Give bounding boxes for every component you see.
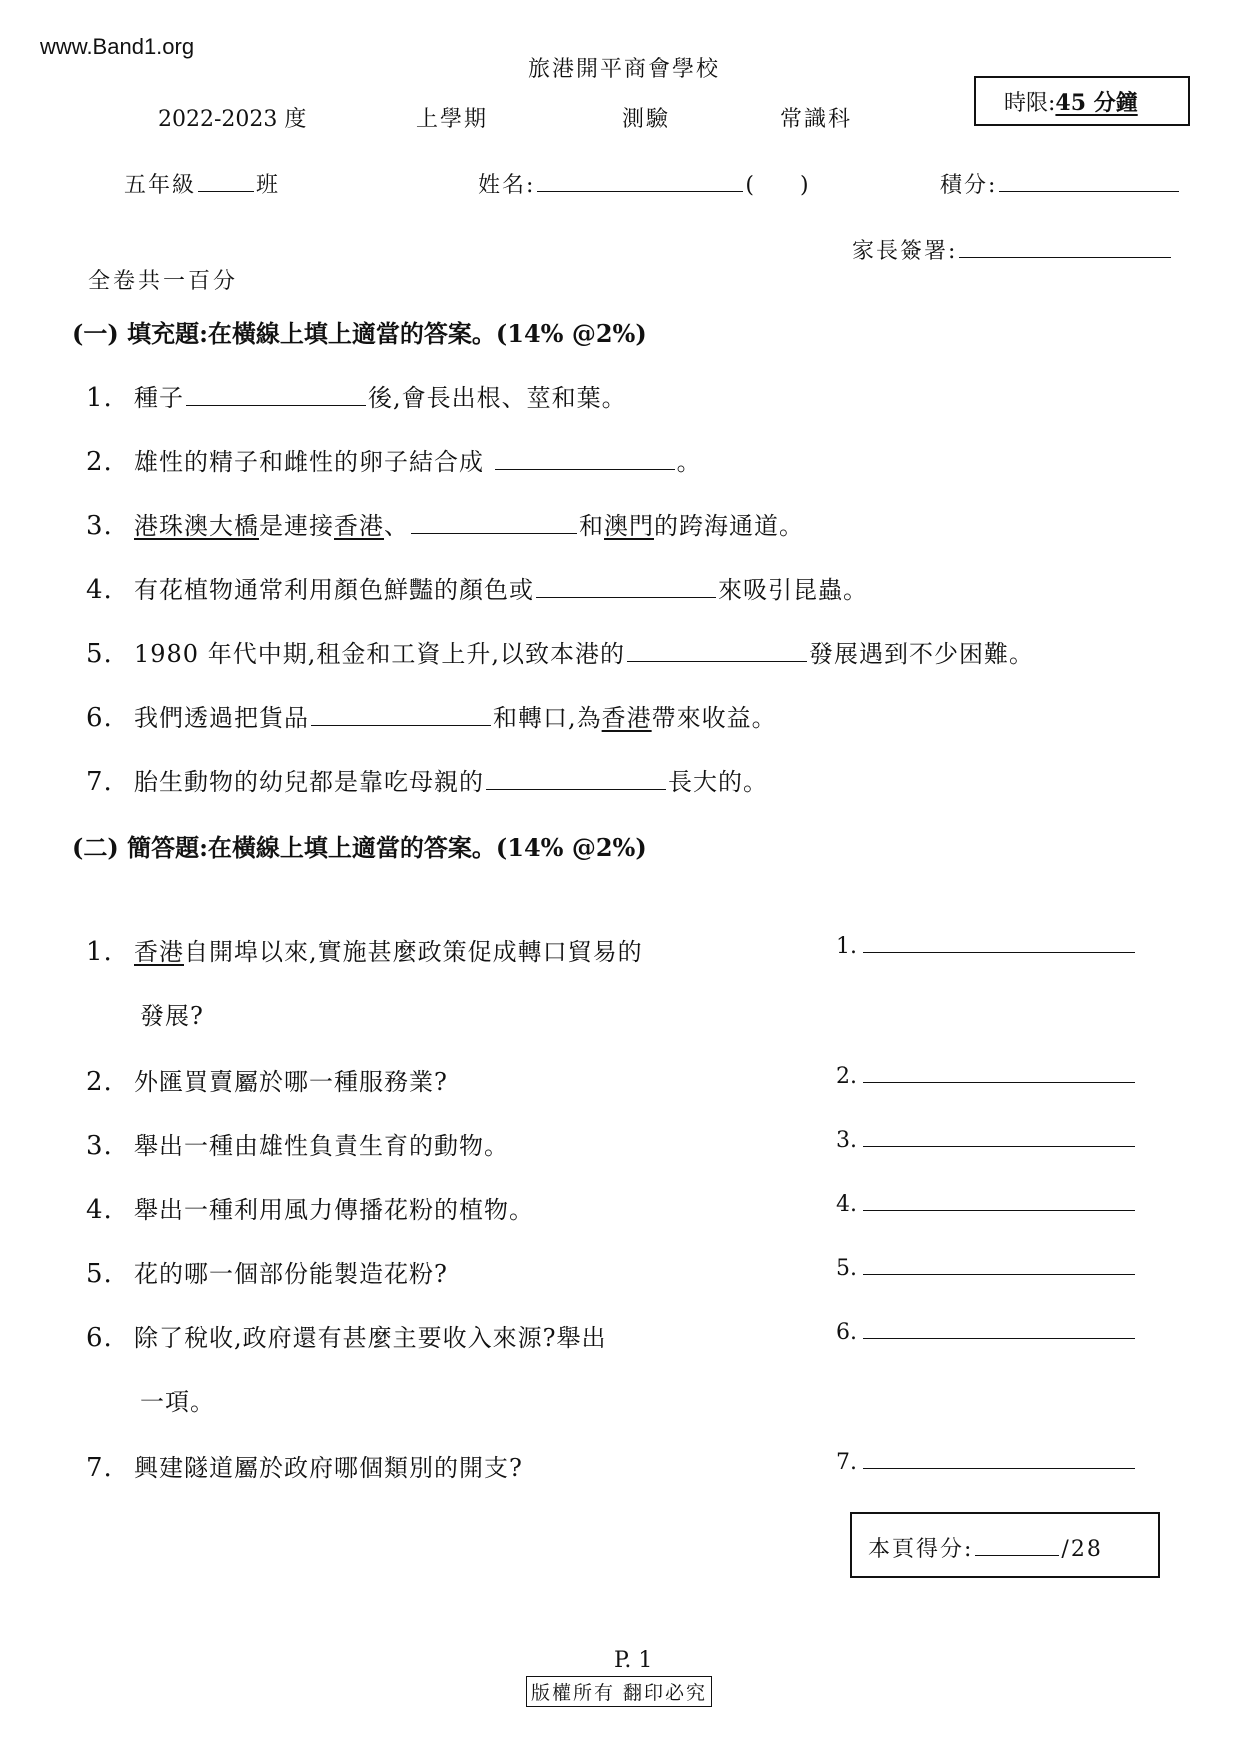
answer-line[interactable] [863, 1467, 1135, 1469]
subject: 常識科 [780, 107, 853, 132]
watermark: www.Band1.org [40, 34, 195, 59]
question-text: 舉出一種利用風力傳播花粉的植物。 [134, 1196, 534, 1224]
score-blank[interactable] [999, 190, 1179, 192]
time-limit-box [974, 76, 1190, 126]
question-text: 的跨海通道。 [654, 512, 804, 540]
question-text: 我們透過把貨品 [134, 704, 309, 732]
answer-field-1[interactable] [836, 934, 1135, 959]
short-question-1 [86, 932, 643, 967]
class-blank[interactable] [198, 190, 254, 192]
question-number: 6. [86, 1323, 113, 1353]
proper-noun: 港珠澳大橋 [134, 512, 259, 540]
question-text: 除了稅收,政府還有甚麼主要收入來源?舉出 [134, 1324, 607, 1352]
answer-number: 3. [836, 1128, 857, 1153]
answer-line[interactable] [863, 1145, 1135, 1147]
short-question-3 [86, 1126, 509, 1161]
name-blank[interactable] [537, 190, 743, 192]
section1-title: (一) 填充題:在橫線上填上適當的答案。(14% @2%) [72, 319, 647, 348]
section2-title: (二) 簡答題:在橫線上填上適當的答案。(14% @2%) [72, 833, 647, 862]
question-text: 、 [384, 512, 409, 540]
question-number: 4. [86, 575, 113, 605]
parent-signature-label: 家長簽署: [852, 239, 958, 264]
question-text: 雄性的精子和雌性的卵子結合成 [134, 448, 493, 476]
proper-noun: 香港 [601, 704, 652, 732]
answer-field-4[interactable] [836, 1192, 1135, 1217]
fill-question-6 [86, 698, 777, 733]
answer-line[interactable] [863, 951, 1135, 953]
page-score-blank[interactable] [975, 1554, 1059, 1556]
question-text-continued: 一項。 [140, 1388, 215, 1416]
question-number: 3. [86, 1131, 113, 1161]
score-field[interactable] [940, 168, 1181, 199]
short-question-6 [86, 1318, 607, 1353]
question-text: 來吸引昆蟲。 [718, 576, 868, 604]
fill-question-1 [86, 378, 627, 413]
question-text: 1980 年代中期,租金和工資上升,以致本港的 [134, 640, 625, 668]
paren-open: ( [745, 173, 757, 198]
answer-line[interactable] [863, 1081, 1135, 1083]
question-number: 5. [86, 639, 113, 669]
answer-blank-4[interactable] [536, 596, 716, 598]
question-number: 7. [86, 767, 113, 797]
question-text: 種子 [134, 384, 184, 412]
answer-line[interactable] [863, 1273, 1135, 1275]
page-score-total: /28 [1061, 1537, 1103, 1562]
question-number: 5. [86, 1259, 113, 1289]
question-number: 4. [86, 1195, 113, 1225]
question-number: 1. [86, 383, 113, 413]
fill-question-2 [86, 442, 702, 477]
class-field[interactable] [124, 168, 280, 199]
answer-number: 1. [836, 934, 857, 959]
question-number: 7. [86, 1453, 113, 1483]
question-text: 興建隧道屬於政府哪個類別的開支? [134, 1454, 523, 1482]
fill-question-4 [86, 570, 868, 605]
answer-blank-1[interactable] [186, 404, 366, 406]
answer-blank-6[interactable] [311, 724, 491, 726]
name-label: 姓名: [478, 173, 536, 198]
fill-question-3 [86, 506, 804, 541]
answer-blank-5[interactable] [627, 660, 807, 662]
answer-number: 6. [836, 1320, 857, 1345]
page-score-label: 本頁得分: [868, 1537, 974, 1562]
paren-close: ) [800, 173, 811, 198]
question-number: 2. [86, 1067, 113, 1097]
time-limit-value: 45 分鐘 [1055, 90, 1138, 116]
question-text: 有花植物通常利用顏色鮮豔的顏色或 [134, 576, 534, 604]
parent-signature-field[interactable] [852, 234, 1173, 265]
page-number: P. 1 [614, 1648, 653, 1673]
question-number: 3. [86, 511, 113, 541]
school-name: 旅港開平商會學校 [528, 57, 721, 82]
question-text: 後,會長出根、莖和葉。 [368, 384, 627, 412]
short-question-4 [86, 1190, 534, 1225]
class-suffix: 班 [256, 173, 281, 198]
answer-field-6[interactable] [836, 1320, 1135, 1345]
answer-field-5[interactable] [836, 1256, 1135, 1281]
question-number: 1. [86, 937, 113, 967]
question-text: 外匯買賣屬於哪一種服務業? [134, 1068, 448, 1096]
question-text: 舉出一種由雄性負責生育的動物。 [134, 1132, 509, 1160]
term: 上學期 [416, 107, 489, 132]
answer-line[interactable] [863, 1337, 1135, 1339]
page-score-box [850, 1512, 1160, 1578]
question-number: 6. [86, 703, 113, 733]
score-label: 積分: [940, 173, 998, 198]
answer-field-2[interactable] [836, 1064, 1135, 1089]
name-field[interactable] [478, 168, 811, 199]
answer-number: 5. [836, 1256, 857, 1281]
answer-line[interactable] [863, 1209, 1135, 1211]
answer-blank-3[interactable] [411, 532, 577, 534]
proper-noun: 澳門 [604, 512, 654, 540]
total-marks-note: 全卷共一百分 [88, 269, 239, 294]
fill-question-7 [86, 762, 768, 797]
answer-blank-2[interactable] [495, 468, 675, 470]
school-year: 2022-2023 度 [158, 107, 307, 132]
copyright-notice: 版權所有 翻印必究 [526, 1676, 712, 1707]
short-question-2 [86, 1062, 448, 1097]
answer-blank-7[interactable] [486, 788, 666, 790]
question-text: 。 [676, 448, 702, 476]
answer-field-7[interactable] [836, 1450, 1135, 1475]
question-text: 和 [579, 512, 604, 540]
question-text: 發展遇到不少困難。 [808, 640, 1034, 668]
question-text: 是連接 [259, 512, 334, 540]
question-number: 2. [86, 447, 113, 477]
answer-number: 4. [836, 1192, 857, 1217]
answer-field-3[interactable] [836, 1128, 1135, 1153]
proper-noun: 香港 [334, 512, 384, 540]
answer-number: 7. [836, 1450, 857, 1475]
question-text: 自開埠以來,實施甚麼政策促成轉口貿易的 [184, 938, 643, 966]
proper-noun: 香港 [134, 938, 184, 966]
parent-signature-blank[interactable] [959, 256, 1171, 258]
short-question-5 [86, 1254, 448, 1289]
question-text-continued: 發展? [140, 1002, 204, 1030]
question-text: 和轉口,為 [493, 704, 602, 732]
exam-type: 測驗 [622, 107, 671, 132]
time-limit-label: 時限: [1004, 91, 1056, 116]
short-question-7 [86, 1448, 523, 1483]
question-text: 帶來收益。 [651, 704, 777, 732]
question-text: 胎生動物的幼兒都是靠吃母親的 [134, 768, 484, 796]
question-text: 花的哪一個部份能製造花粉? [134, 1260, 448, 1288]
question-text: 長大的。 [668, 768, 768, 796]
fill-question-5 [86, 634, 1034, 669]
grade-label: 五年級 [124, 173, 197, 198]
answer-number: 2. [836, 1064, 857, 1089]
